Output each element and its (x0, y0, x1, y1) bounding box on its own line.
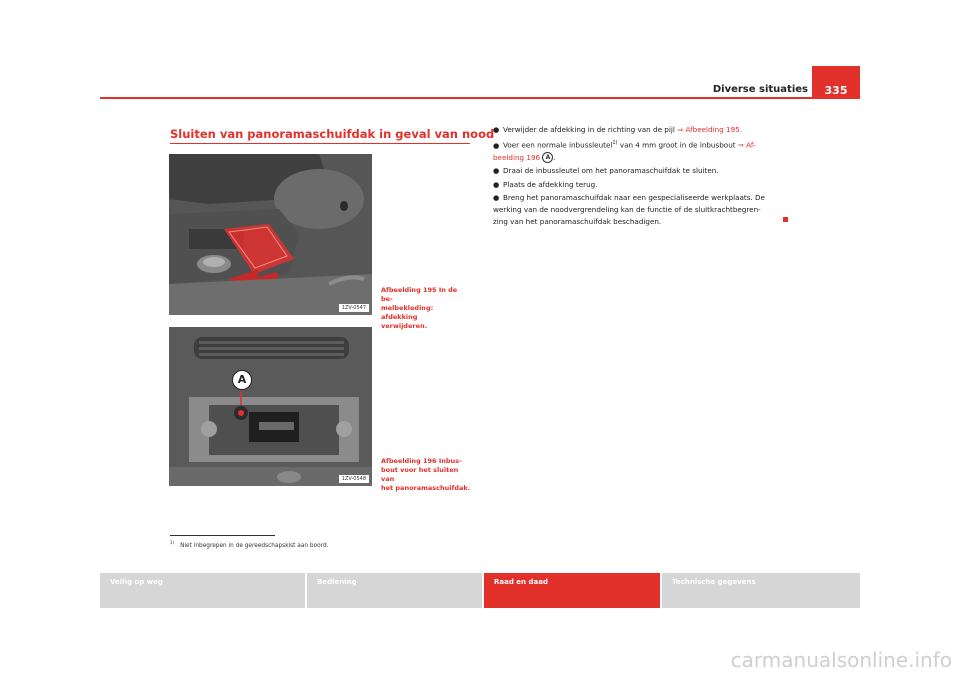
bullet-icon: ● (493, 140, 500, 150)
instruction-4-text: Plaats de afdekking terug. (503, 179, 598, 189)
section-title: Sluiten van panoramaschuifdak in geval van nood (170, 127, 495, 141)
figure-196-photo (169, 327, 372, 486)
end-of-section-marker (783, 217, 788, 222)
instruction-2: ● Voer een normale inbussleutel$^{1)}$ van 4 mm groot in de inbusbout ⇒ Af- beelding 196 A . (493, 140, 756, 162)
instruction-5 (493, 192, 789, 228)
footnote-rule (170, 535, 275, 536)
footnote-text: Niet inbegrepen in de gereedschapskist aan boord. (180, 542, 329, 549)
instruction-2-text-b: van 4 mm groot in de inbusbout (619, 140, 736, 150)
figure-195-photo (169, 154, 372, 315)
instruction-1-ref[interactable]: ⇒ Afbeelding 195. (677, 125, 743, 134)
section-rule (170, 143, 470, 144)
footnote (170, 540, 329, 549)
tab-technische-gegevens[interactable]: Technische gegevens (660, 573, 860, 608)
page-header-title: Diverse situaties (712, 84, 808, 95)
watermark: carmanualsonline.info (730, 648, 952, 672)
figure-196-callout-a: A (232, 370, 252, 390)
figure-195-code: 1ZV-0547 (339, 304, 369, 312)
instruction-3 (493, 165, 789, 177)
header-rule (100, 97, 860, 99)
instructions (493, 124, 789, 229)
bullet-icon: ● (493, 166, 500, 176)
figure-196-code: 1ZV-0548 (339, 475, 369, 483)
page-number: 335 (812, 66, 860, 99)
figure-196-caption (381, 457, 471, 493)
instruction-3-text: Draai de inbussleutel om het panoramaschuifdak te sluiten. (503, 166, 719, 176)
tab-bediening[interactable]: Bediening (305, 573, 482, 608)
bullet-icon: ● (493, 179, 500, 189)
footnote-mark: 1) (170, 540, 175, 545)
bullet-icon: ● (493, 192, 500, 202)
instruction-1 (493, 124, 789, 136)
instruction-4 (493, 179, 789, 191)
headliner-illustration (169, 154, 372, 315)
figure-196-caption-text: Inbus- bout voor het sluiten van het panoramaschuifdak. (381, 457, 471, 492)
instruction-2-ref[interactable]: ⇒ Af- beelding 196 (493, 140, 756, 162)
instruction-2-text-a: Voer een normale inbussleutel (503, 140, 613, 150)
figure-195-caption (381, 286, 471, 331)
footnote-ref: 1) (612, 140, 618, 147)
figure-196-label: Afbeelding 196 (381, 457, 437, 465)
callout-a-badge: A (542, 152, 553, 163)
bullet-icon: ● (493, 125, 500, 134)
figure-195-label: Afbeelding 195 (381, 286, 437, 294)
inbus-bolt-illustration (169, 327, 372, 486)
instruction-5-text: Breng het panoramaschuifdak naar een gespecialiseerde werkplaats. De werking van de noodvergrendeling kan de functie of de sluitkrachtbegren- zing van het panoramaschuifdak beschadigen. (493, 192, 765, 226)
tab-raad-en-daad[interactable]: Raad en daad (482, 573, 660, 608)
chapter-nav-bar (100, 573, 860, 608)
figure-195-caption-text: In de be- melbekleding: afdekking verwijderen. (381, 286, 458, 330)
instruction-1-text: Verwijder de afdekking in de richting van de pijl (503, 125, 675, 134)
tab-veilig-op-weg[interactable]: Veilig op weg (110, 578, 163, 586)
